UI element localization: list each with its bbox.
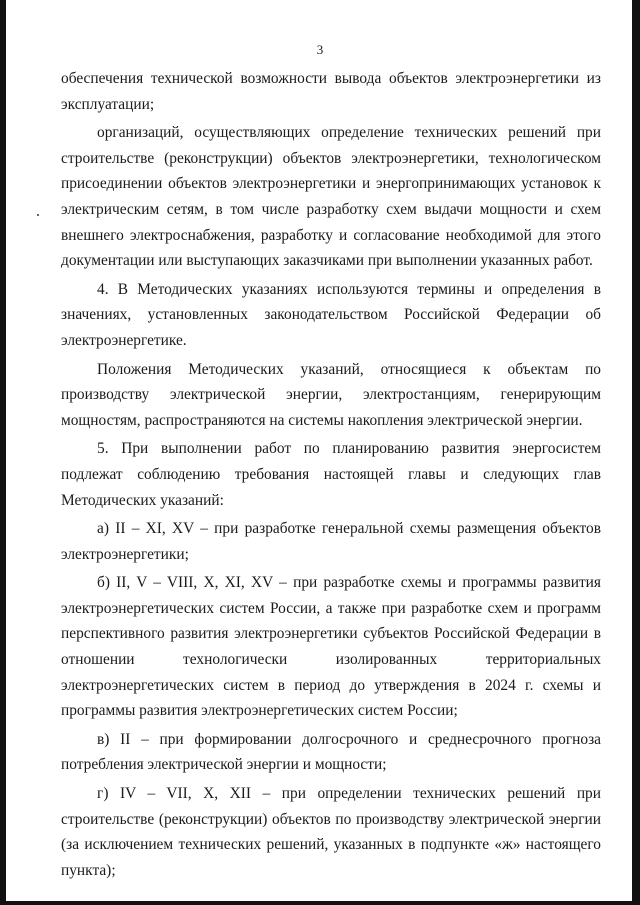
paragraph-organizations: организаций, осуществляющих определение технических решений при строительстве (реконструкции) объектов электроэнергетики, технологическом присоединении объектов электроэнергетики и энергопринимающих установок к электрическим сетям, в том числе разработку схем выдачи мощности и схем внешнего электроснабжения, разработку и согласование необходимой для этого документации или выступающих заказчиками при выполнении указанных работ.: [61, 124, 601, 270]
subitem-b: б) II, V – VIII, X, XI, XV – при разработке схемы и программы развития электроэнергетических систем России, а также при разработке схем и программ перспективного развития электроэнергетики субъектов Российской Федерации в отношении технологически изолированных территориальных электроэнергетических систем в период до утверждения в 2024 г. схемы и программы развития электроэнергетических систем России;: [61, 574, 601, 720]
page-number: 3: [316, 42, 324, 57]
subitem-a: а) II – XI, XV – при разработке генеральной схемы размещения объектов электроэнергетики;: [61, 520, 601, 563]
paragraph-item-5: 5. При выполнении работ по планированию развития энергосистем подлежат соблюдению требования настоящей главы и следующих глав Методических указаний:: [61, 440, 601, 509]
scan-speck: [37, 214, 39, 216]
document-body: [61, 64, 601, 883]
scan-edge-left: [0, 0, 6, 905]
subitem-v: в) II – при формировании долгосрочного и среднесрочного прогноза потребления электрической энергии и мощности;: [61, 730, 601, 774]
subitem-g: г) IV – VII, X, XII – при определении технических решений при строительстве (реконструкции) объектов по производству электрической энергии (за исключением технических решений, указанных в подпункте «ж» настоящего пункта);: [61, 785, 601, 879]
paragraph-provisions: Положения Методических указаний, относящиеся к объектам по производству электрической энергии, электростанциям, генерирующим мощностям, распространяются на системы накопления электрической энергии.: [61, 360, 601, 429]
paragraph-continuation: обеспечения технической возможности вывода объектов электроэнергетики из эксплуатации;: [61, 70, 601, 113]
paragraph-item-4: 4. В Методических указаниях используются термины и определения в значениях, установленных законодательством Российской Федерации об электроэнергетике.: [61, 280, 601, 349]
scan-edge-right: [632, 0, 640, 905]
scan-edge-bottom: [0, 901, 640, 905]
